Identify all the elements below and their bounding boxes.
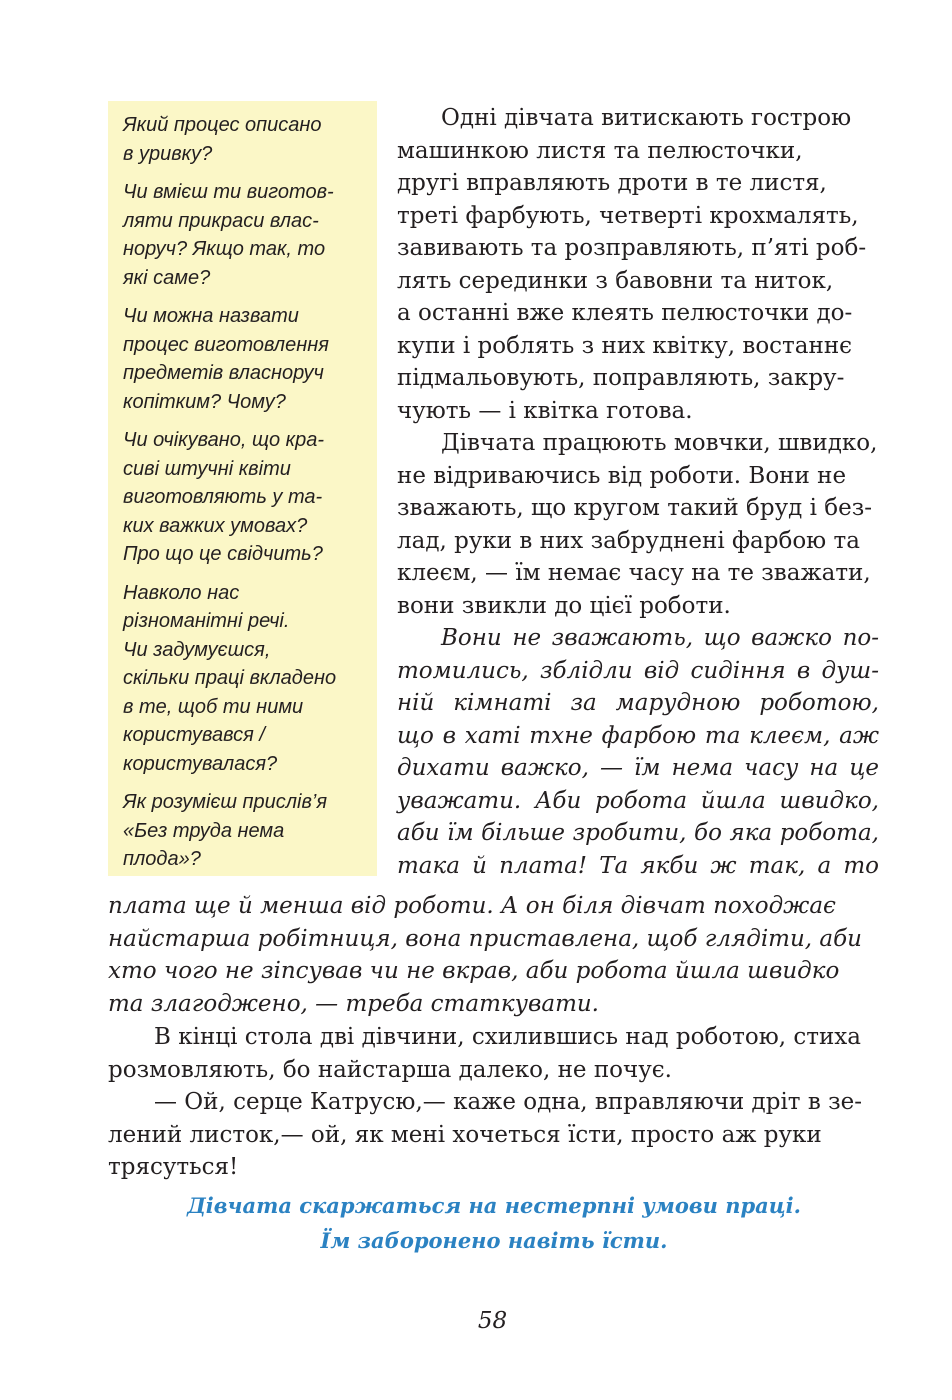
question-6: Як розумієш прислів’я «Без труда нема плода»? bbox=[123, 791, 328, 870]
paragraph-4: В кінці стола дві дівчини, схилившись над роботою, стиха розмовляють, бо найстарша далеко, не почує. bbox=[108, 1024, 861, 1083]
page-number: 58 bbox=[477, 1308, 508, 1334]
paragraph-3-wide: плата ще й менша від роботи. А он біля дівчат походжає найстарша робітниця, вона приставлена, щоб глядіти, аби хто чого не зіпсував чи не вкрав, аби робота йшла швидко та злагоджено, — треба статкувати. bbox=[108, 893, 862, 1017]
paragraph-2: Дівчата працюють мовчки, швидко, не відриваючись від роботи. Вони не зважають, що кругом такий бруд і без- лад, руки в них забруднені фарбою та клеєм, — їм немає часу на те зважати, вони звикли до цієї роботи. bbox=[397, 430, 878, 619]
paragraph-5: — Ой, серце Катрусю,— каже одна, вправляючи дріт в зе- лений листок,— ой, як мені хочеться їсти, просто аж руки трясуться! bbox=[108, 1089, 863, 1180]
question-3: Чи можна назвати процес виготовлення предметів власноруч копітким? Чому? bbox=[123, 305, 329, 413]
paragraph-1: Одні дівчата витискають гострою машинкою листя та пелюсточки, другі вправляють дроти в те листя, треті фарбують, четверті крохмалять, завивають та розправляють, п’яті роб- лять серединки з бавовни та ниток, а останні вже клеять пелюсточки до- купи і роблять з них квітку, востаннє підмальовують, поправляють, закру- чують — і квітка готова. bbox=[397, 105, 867, 424]
paragraph-3-narrow: Вони не зважають, що важко по- томились, зблідли від сидіння в душ- ній кімнаті за марудною роботою, що в хаті тхне фарбою та клеєм, аж дихати важко, — їм нема часу на це уважати. Аби робота йшла швидко, аби їм більше зробити, бо яка робота, така й плата! Та якби ж так, а то bbox=[397, 625, 879, 879]
question-1: Який процес описано в уривку? bbox=[123, 114, 322, 165]
question-5: Навколо нас різноманітні речі. Чи задумуєшся, скільки праці вкладено в те, щоб ти ними користувався / користувалася? bbox=[123, 581, 337, 775]
question-2: Чи вмієш ти виготов- ляти прикраси влас- норуч? Якщо так, то які саме? bbox=[123, 181, 334, 289]
conclusion-line-2: Їм заборонено навіть їсти. bbox=[320, 1228, 668, 1253]
conclusion-line-1: Дівчата скаржаться на нестерпні умови праці. bbox=[187, 1193, 801, 1218]
questions-sidebar bbox=[108, 101, 377, 876]
question-4: Чи очікувано, що кра- сиві штучні квіти виготовляють у та- ких важких умовах? Про що це свідчить? bbox=[123, 429, 325, 565]
